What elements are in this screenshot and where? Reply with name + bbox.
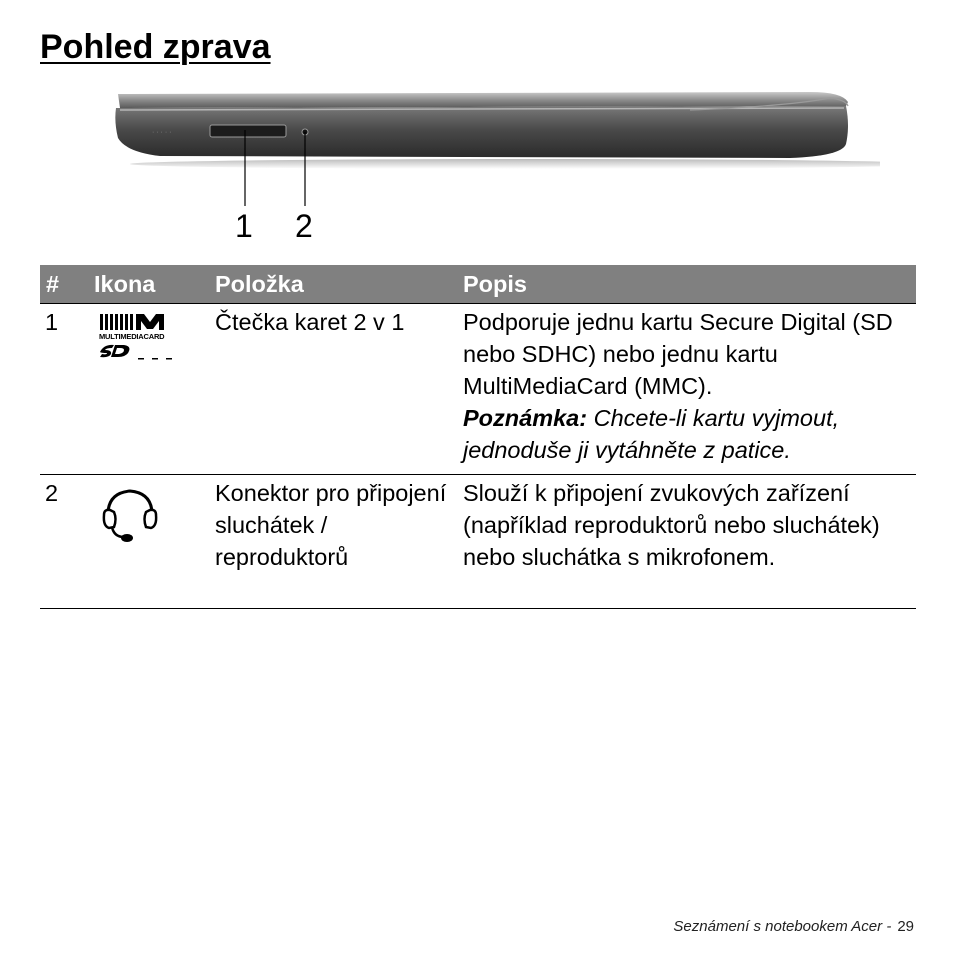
row-item: Konektor pro připojení sluchátek / reproduktorů: [209, 475, 457, 609]
multimediacard-sd-icon: [98, 312, 178, 362]
header-description: Popis: [457, 265, 916, 304]
note-label: Poznámka:: [463, 405, 588, 431]
note-text: Chcete-li kartu vyjmout, jednoduše ji vytáhněte z patice.: [463, 405, 840, 463]
row-number: 1: [40, 304, 88, 475]
table-row: [40, 475, 916, 609]
callout-number-1: 1: [235, 208, 253, 244]
headset-icon: [100, 479, 160, 549]
table-row: [40, 304, 916, 475]
laptop-right-side-figure: [90, 82, 880, 252]
svg-text:· · · · ·: · · · · ·: [152, 129, 172, 136]
header-item: Položka: [209, 265, 457, 304]
page-title: Pohled zprava: [40, 28, 271, 66]
table-header-row: [40, 265, 916, 304]
footer-text: Seznámení s notebookem Acer -: [673, 918, 892, 935]
card-reader-slot: [210, 125, 286, 137]
row-icon-cell: [88, 304, 209, 475]
mmc-logo-text: MULTIMEDIACARD: [99, 332, 165, 341]
header-number: #: [40, 265, 88, 304]
row-description-cell: [457, 304, 916, 475]
row-icon-cell: [88, 475, 209, 609]
row-item: Čtečka karet 2 v 1: [209, 304, 457, 475]
row-description: Slouží k připojení zvukových zařízení (například reproduktorů nebo sluchátek) nebo sluchátka s mikrofonem.: [457, 475, 916, 609]
page-footer: [673, 918, 914, 935]
laptop-body: [115, 92, 880, 169]
header-icon: Ikona: [88, 265, 209, 304]
ports-table: [40, 265, 916, 609]
callout-number-2: 2: [295, 208, 313, 244]
row-number: 2: [40, 475, 88, 609]
page-number: 29: [897, 918, 914, 935]
row-description: Podporuje jednu kartu Secure Digital (SD nebo SDHC) nebo jednu kartu MultiMediaCard (MMC).: [463, 309, 893, 399]
